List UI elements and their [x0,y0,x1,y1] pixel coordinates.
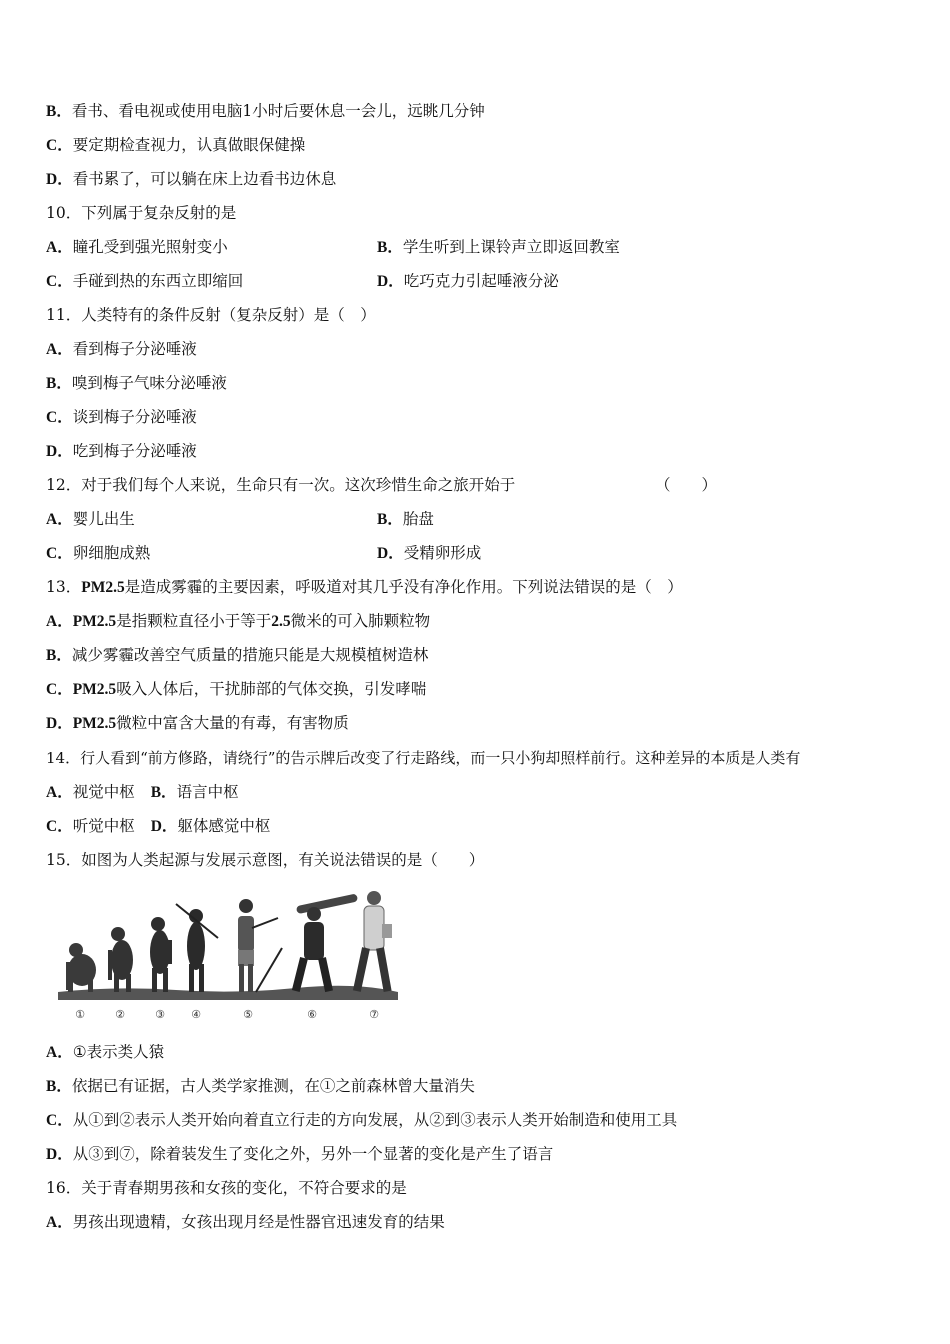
q9-option-b: B．看书、看电视或使用电脑1小时后要休息一会儿，远眺几分钟 [46,102,485,120]
q14-stem: 14．行人看到“前方修路，请绕行”的告示牌后改变了行走路线，而一只小狗却照样前行。这种差异的本质是人类有 [46,749,801,767]
figure-3-hominid [150,917,172,992]
figure-label-4: ④ [191,1008,201,1021]
figure-2-ape [108,927,133,992]
q9-option-d: D．看书累了，可以躺在床上边看书边休息 [46,170,337,188]
figure-label-6: ⑥ [307,1008,317,1021]
figure-5-early-human [238,899,282,992]
ground-strip [58,986,398,1000]
q11-stem: 11．人类特有的条件反射（复杂反射）是（ ） [46,306,376,324]
q12-option-b: B．胎盘 [377,510,434,528]
q13-option-d: D．PM2.5微粒中富含大量的有毒，有害物质 [46,714,349,732]
figure-label-5: ⑤ [243,1008,253,1021]
human-evolution-figure [56,888,400,1024]
q10-option-a: A．瞳孔受到强光照射变小 [46,238,228,256]
q15-option-c: C．从①到②表示人类开始向着直立行走的方向发展，从②到③表示人类开始制造和使用工具 [46,1111,678,1129]
figure-4-hominid-spear [176,904,218,992]
figure-label-2: ② [115,1008,125,1021]
figure-7-modern-man [353,891,392,992]
q15-option-d: D．从③到⑦，除着装发生了变化之外，另外一个显著的变化是产生了语言 [46,1145,554,1163]
q9-option-c: C．要定期检查视力，认真做眼保健操 [46,136,306,154]
q14-options-ab: A．视觉中枢 B．语言中枢 [46,783,239,801]
q10-option-b: B．学生听到上课铃声立即返回教室 [377,238,620,256]
q12-option-d: D．受精卵形成 [377,544,482,562]
q13-option-b: B．减少雾霾改善空气质量的措施只能是大规模植树造林 [46,646,429,664]
q10-option-c: C．手碰到热的东西立即缩回 [46,272,244,290]
figure-6-modern-worker [292,893,358,992]
q12-stem: 12．对于我们每个人来说，生命只有一次。这次珍惜生命之旅开始于 [46,476,516,494]
q15-option-b: B．依据已有证据，古人类学家推测，在①之前森林曾大量消失 [46,1077,475,1095]
q16-stem: 16．关于青春期男孩和女孩的变化，不符合要求的是 [46,1179,407,1197]
q14-options-cd: C．听觉中枢 D．躯体感觉中枢 [46,817,271,835]
q13-stem: 13．PM2.5是造成雾霾的主要因素，呼吸道对其几乎没有净化作用。下列说法错误的是（ ） [46,578,683,596]
figure-1-ape [66,943,96,992]
figure-label-3: ③ [155,1008,165,1021]
q13-option-c: C．PM2.5吸入人体后，干扰肺部的气体交换，引发哮喘 [46,680,427,698]
q11-option-c: C．谈到梅子分泌唾液 [46,408,197,426]
q10-stem: 10．下列属于复杂反射的是 [46,204,237,222]
q15-stem: 15．如图为人类起源与发展示意图，有关说法错误的是（ ） [46,851,485,869]
q15-option-a: A．①表示类人猿 [46,1043,165,1061]
q11-option-a: A．看到梅子分泌唾液 [46,340,197,358]
q11-option-b: B．嗅到梅子气味分泌唾液 [46,374,227,392]
figure-label-1: ① [75,1008,85,1021]
q12-option-c: C．卵细胞成熟 [46,544,151,562]
q13-option-a: A．PM2.5是指颗粒直径小于等于2.5微米的可入肺颗粒物 [46,612,431,630]
figure-label-7: ⑦ [369,1008,379,1021]
q10-option-d: D．吃巧克力引起唾液分泌 [377,272,559,290]
q16-option-a: A．男孩出现遗精，女孩出现月经是性器官迅速发育的结果 [46,1213,445,1231]
q12-answer-paren: （ ） [655,476,718,494]
q12-option-a: A．婴儿出生 [46,510,135,528]
q11-option-d: D．吃到梅子分泌唾液 [46,442,197,460]
